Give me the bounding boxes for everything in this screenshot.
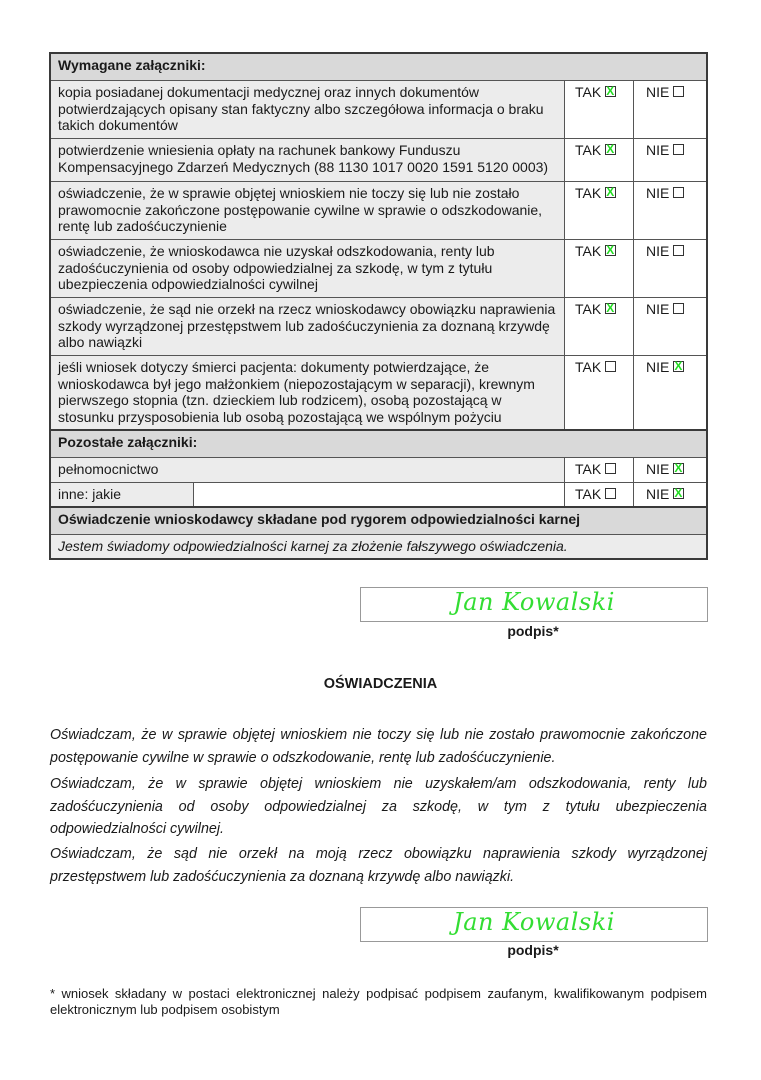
empty-checkbox-icon[interactable]	[605, 488, 616, 499]
statement-1: Oświadczam, że w sprawie objętej wnioskiem nie toczy się lub nie zostało prawomocnie zakończone postępowanie cywilne w sprawie o odszkodowanie, rentę lub zadośćuczynienie.	[50, 727, 707, 766]
statements-title: OŚWIADCZENIA	[323, 676, 438, 692]
checked-checkbox-icon[interactable]	[605, 245, 616, 256]
tak-option[interactable]: TAK	[565, 356, 634, 430]
attachment-row	[50, 298, 707, 356]
empty-checkbox-icon[interactable]	[673, 187, 684, 198]
tak-option[interactable]: TAKX	[565, 139, 634, 182]
empty-checkbox-icon[interactable]	[673, 86, 684, 97]
statement-3: Oświadczam, że sąd nie orzekł na moją rzecz obowiązku naprawienia szkody wyrządzonej przestępstwem lub zadośćuczynienia za doznaną krzywdę albo nawiązki.	[50, 846, 707, 885]
signature-box-1[interactable]	[360, 587, 708, 622]
power-of-attorney-label: pełnomocnictwo	[50, 457, 565, 482]
checked-checkbox-icon[interactable]	[605, 303, 616, 314]
attachment-row	[50, 356, 707, 430]
nie-option[interactable]: NIE	[634, 182, 708, 240]
checked-checkbox-icon[interactable]	[673, 361, 684, 372]
signature-box-2[interactable]	[360, 907, 708, 942]
attachment-row	[50, 139, 707, 182]
empty-checkbox-icon[interactable]	[673, 303, 684, 314]
tak-option[interactable]: TAKX	[565, 240, 634, 298]
attachments-table	[49, 52, 708, 560]
declaration-text: Jestem świadomy odpowiedzialności karnej za złożenie fałszywego oświadczenia.	[50, 535, 707, 559]
attachment-row	[50, 81, 707, 139]
tak-option[interactable]: TAKX	[565, 298, 634, 356]
empty-checkbox-icon[interactable]	[673, 245, 684, 256]
nie-option[interactable]: NIE	[634, 81, 708, 139]
attachment-description: potwierdzenie wniesienia opłaty na rachunek bankowy Funduszu Kompensacyjnego Zdarzeń Medycznych (88 1130 1017 0020 1591 5120 0003)	[50, 139, 565, 182]
empty-checkbox-icon[interactable]	[605, 361, 616, 372]
attachment-description: jeśli wniosek dotyczy śmierci pacjenta: dokumenty potwierdzające, że wnioskodawca był jego małżonkiem (niepozostającym w separacji), krewnym pierwszego stopnia (tzn. dzieckiem lub rodzicem), osobą pozostającą w stosunku przysposobienia lub osobą pozostającą we wspólnym pożyciu	[50, 356, 565, 430]
empty-checkbox-icon[interactable]	[673, 144, 684, 155]
attachment-row	[50, 482, 707, 507]
checked-checkbox-icon[interactable]	[605, 86, 616, 97]
nie-option[interactable]: NIEX	[634, 356, 708, 430]
attachment-row	[50, 182, 707, 240]
declaration-header: Oświadczenie wnioskodawcy składane pod rygorem odpowiedzialności karnej	[50, 507, 707, 535]
required-attachments-header: Wymagane załączniki:	[50, 53, 707, 81]
checked-checkbox-icon[interactable]	[605, 187, 616, 198]
tak-option[interactable]: TAK	[565, 457, 634, 482]
footnote: * wniosek składany w postaci elektronicznej należy podpisać podpisem zaufanym, kwalifikowanym podpisem elektronicznym lub podpisem osobistym	[50, 986, 707, 1017]
other-attachments-header: Pozostałe załączniki:	[50, 430, 707, 458]
tak-option[interactable]: TAKX	[565, 182, 634, 240]
nie-option[interactable]: NIE	[634, 298, 708, 356]
attachment-description: kopia posiadanej dokumentacji medycznej oraz innych dokumentów potwierdzających opisany stan faktyczny albo szczegółowa informacja o braku takich dokumentów	[50, 81, 565, 139]
empty-checkbox-icon[interactable]	[605, 463, 616, 474]
nie-option[interactable]: NIE	[634, 139, 708, 182]
other-attachments-input[interactable]	[194, 482, 565, 507]
checked-checkbox-icon[interactable]	[673, 488, 684, 499]
signature-2-label: podpis*	[507, 942, 559, 958]
attachment-row	[50, 240, 707, 298]
nie-option[interactable]: NIEX	[634, 482, 708, 507]
tak-option[interactable]: TAK	[565, 482, 634, 507]
other-attachments-label: inne: jakie	[50, 482, 194, 507]
signature-1-label: podpis*	[507, 623, 559, 639]
attachment-description: oświadczenie, że wnioskodawca nie uzyskał odszkodowania, renty lub zadośćuczynienia od osoby odpowiedzialnej za szkodę, w tym z tytułu ubezpieczenia odpowiedzialności cywilnej	[50, 240, 565, 298]
attachment-description: oświadczenie, że sąd nie orzekł na rzecz wnioskodawcy obowiązku naprawienia szkody wyrządzonej przestępstwem lub zadośćuczynienia za doznaną krzywdę albo nawiązki	[50, 298, 565, 356]
statement-2: Oświadczam, że w sprawie objętej wnioskiem nie uzyskałem/am odszkodowania, renty lub zadośćuczynienia od osoby odpowiedzialnej za szkodę, w tym z tytułu ubezpieczenia odpowiedzialności cywilnej.	[50, 776, 707, 837]
checked-checkbox-icon[interactable]	[673, 463, 684, 474]
attachment-description: oświadczenie, że w sprawie objętej wnioskiem nie toczy się lub nie zostało prawomocnie zakończone postępowanie cywilne w sprawie o odszkodowanie, rentę lub zadośćuczynienie	[50, 182, 565, 240]
signature-2-name: Jan Kowalski	[453, 908, 615, 936]
nie-option[interactable]: NIE	[634, 240, 708, 298]
signature-1-name: Jan Kowalski	[453, 588, 615, 616]
attachment-row	[50, 457, 707, 482]
tak-option[interactable]: TAKX	[565, 81, 634, 139]
checked-checkbox-icon[interactable]	[605, 144, 616, 155]
nie-option[interactable]: NIEX	[634, 457, 708, 482]
